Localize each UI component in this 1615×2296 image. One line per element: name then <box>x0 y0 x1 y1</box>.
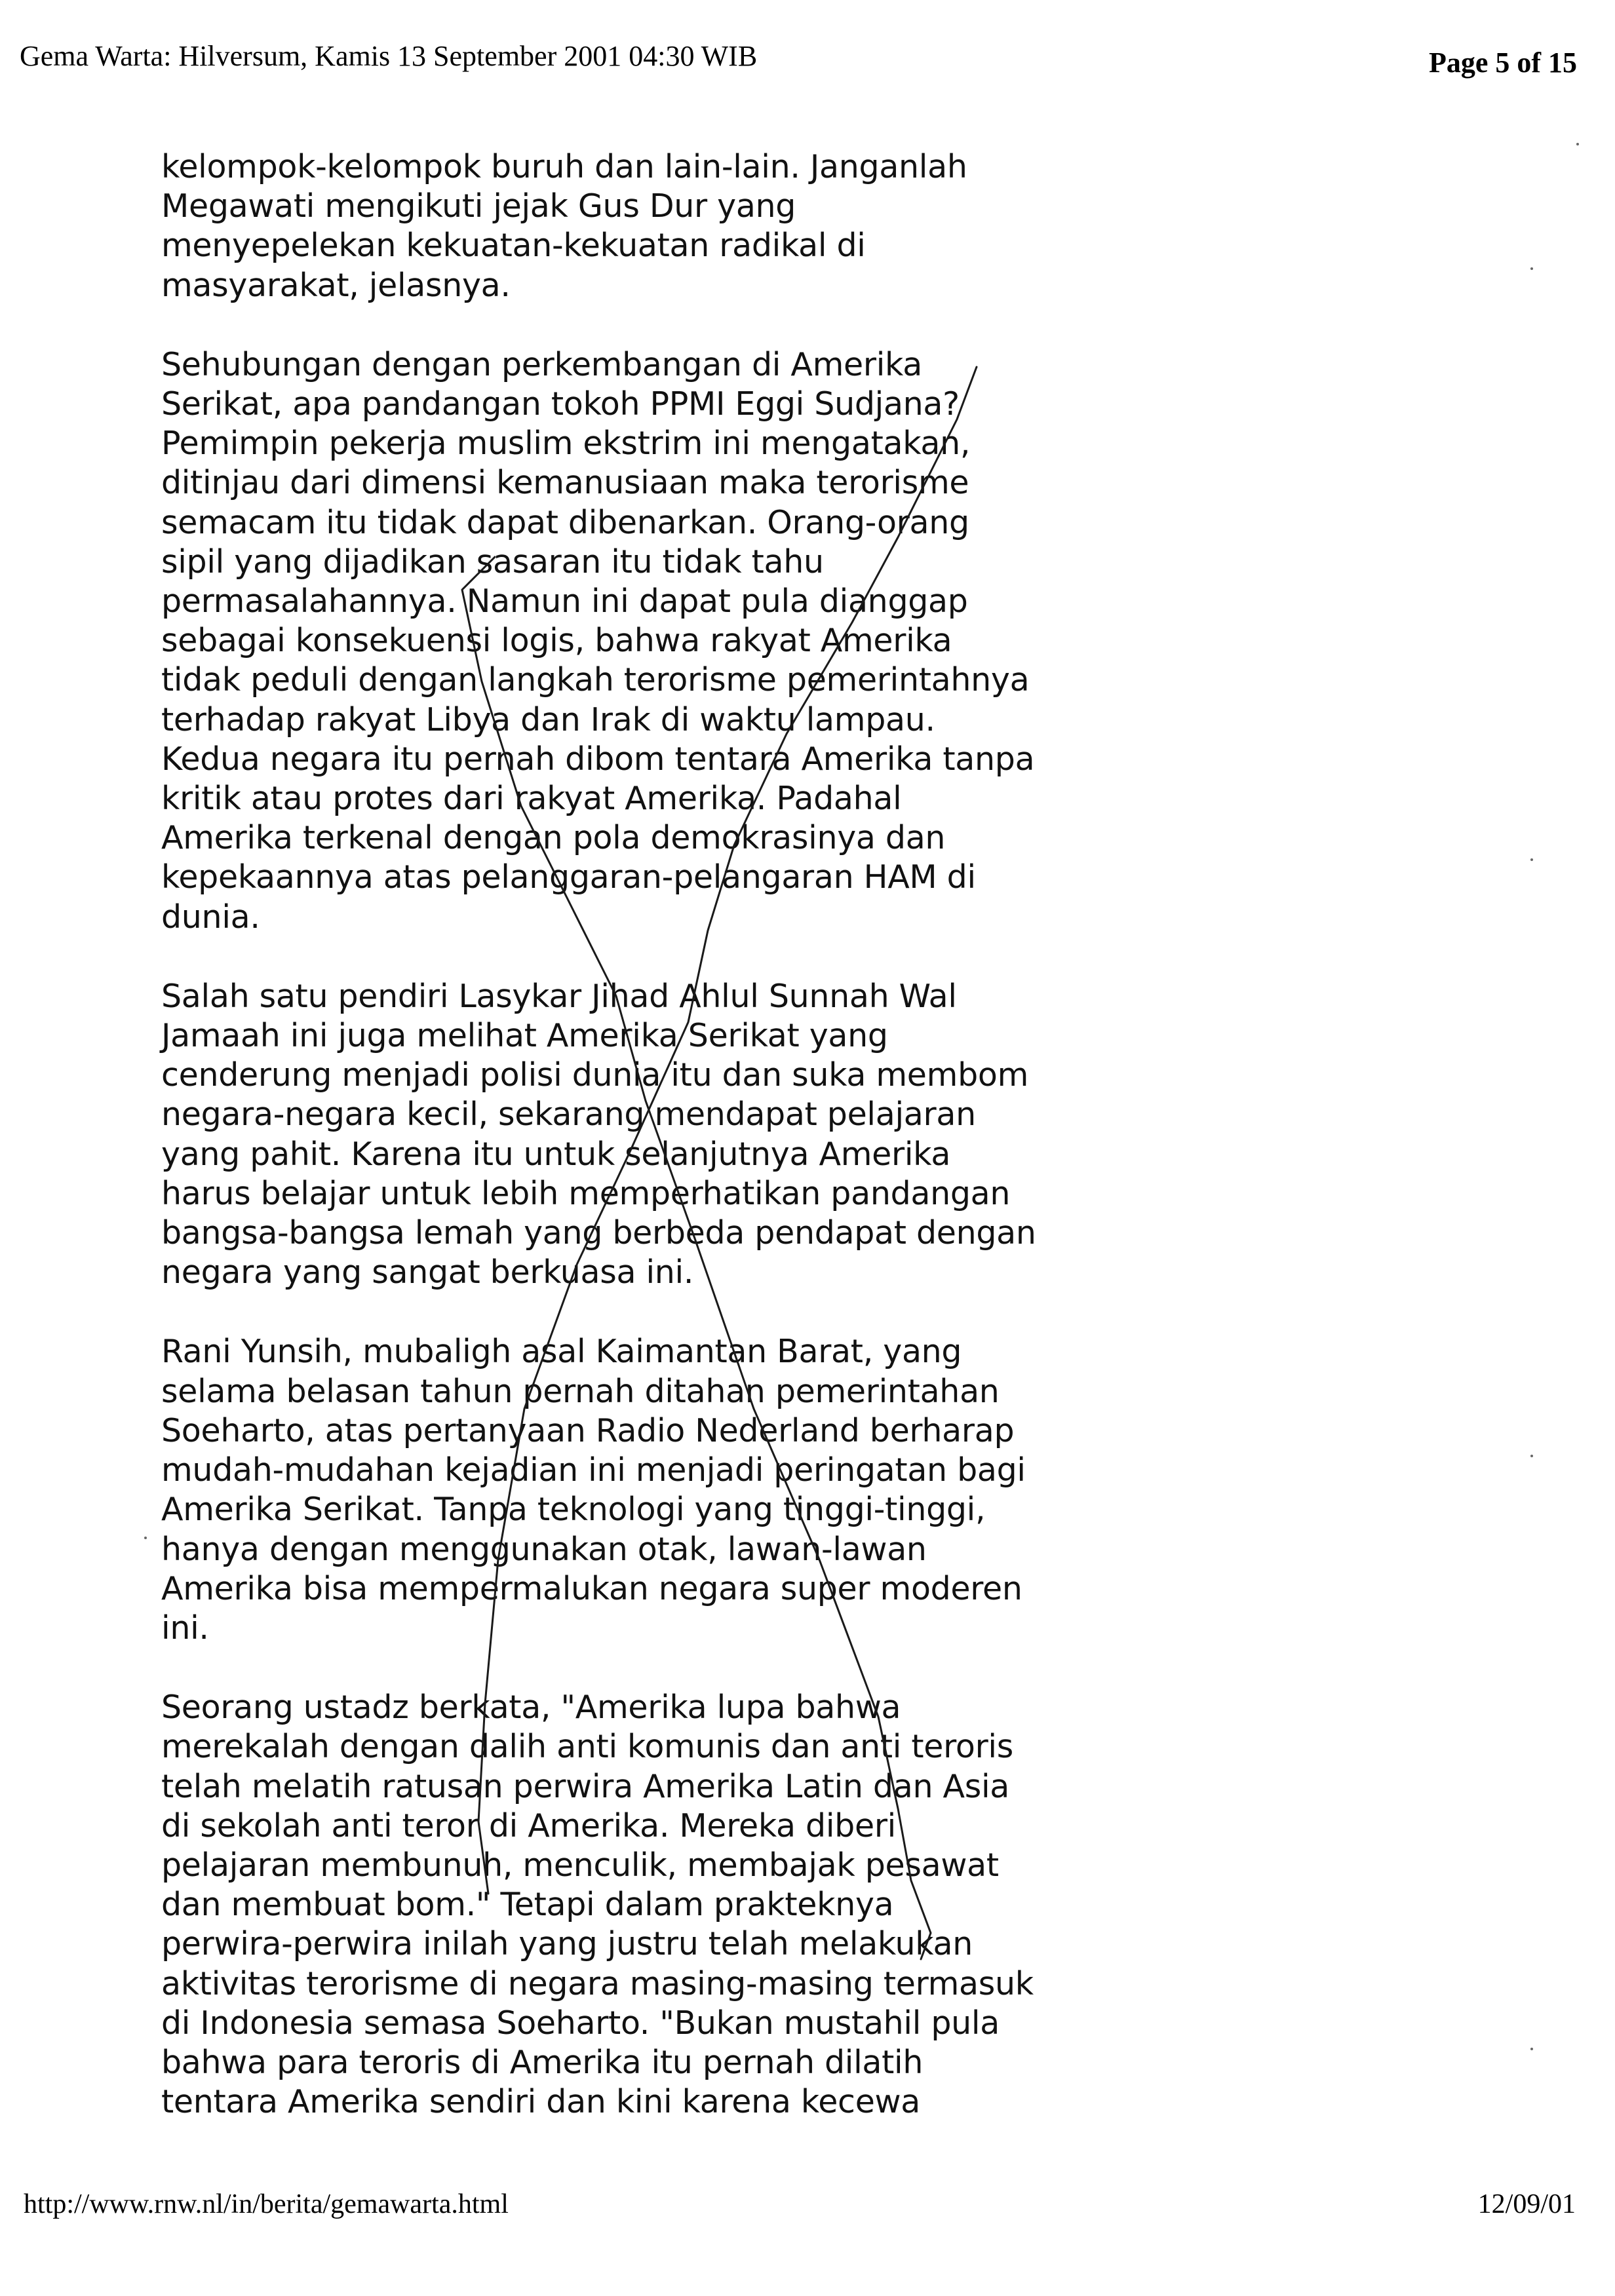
scan-speck <box>1530 858 1533 861</box>
cross-out-stroke-ascending <box>478 367 977 1894</box>
footer-date: 12/09/01 <box>1477 2189 1576 2219</box>
header-title: Gema Warta: Hilversum, Kamis 13 September 2001 04:30 WIB <box>20 40 758 72</box>
paragraph-1: kelompok-kelompok buruh dan lain-lain. Janganlah Megawati mengikuti jejak Gus Dur yang menyepelekan kekuatan-kekuatan radikal di masyarakat, jelasnya. <box>161 148 967 304</box>
scan-speck <box>1530 2048 1533 2050</box>
scan-speck <box>1530 267 1533 270</box>
paragraph-5: Seorang ustadz berkata, "Amerika lupa bahwa merekalah dengan dalih anti komunis dan anti teroris telah melatih ratusan perwira Amerika Latin dan Asia di sekolah anti teror di Amerika. Mereka diberi pelajaran membunuh, menculik, membajak pesawat dan membuat bom." Tetapi dalam prakteknya perwira-perwira inilah yang justru telah melakukan aktivitas terorisme di negara masing-masing termasuk di Indonesia semasa Soeharto. "Bukan mustahil pula bahwa para teroris di Amerika itu pernah dilatih tentara Amerika sendiri dan kini karena kecewa <box>161 1689 1034 2121</box>
cross-out-stroke-descending <box>462 557 931 1959</box>
paragraph-3: Salah satu pendiri Lasykar Jihad Ahlul Sunnah Wal Jamaah ini juga melihat Amerika Serikat yang cenderung menjadi polisi dunia itu dan suka membom negara-negara kecil, sekarang mendapat pelajaran yang pahit. Karena itu untuk selanjutnya Amerika harus belajar untuk lebih memperhatikan pandangan bangsa-bangsa lemah yang berbeda pendapat dengan negara yang sangat berkuasa ini. <box>161 977 1036 1292</box>
scan-speck <box>144 1537 147 1539</box>
page-number: Page 5 of 15 <box>1428 47 1577 79</box>
paragraph-2: Sehubungan dengan perkembangan di Amerika Serikat, apa pandangan tokoh PPMI Eggi Sudjana? Pemimpin pekerja muslim ekstrim ini mengatakan, ditinjau dari dimensi kemanusiaan maka terorisme semacam itu tidak dapat dibenarkan. Orang-orang sipil yang dijadikan sasaran itu tidak tahu permasalahannya. Namun ini dapat pula dianggap sebagai konsekuensi logis, bahwa rakyat Amerika tidak peduli dengan langkah terorisme pemerintahnya terhadap rakyat Libya dan Irak di waktu lampau. Kedua negara itu pernah dibom tentara Amerika tanpa kritik atau protes dari rakyat Amerika. Padahal Amerika terkenal dengan pola demokrasinya dan kepekaannya atas pelanggaran-pelangaran HAM di dunia. <box>161 345 1035 936</box>
scan-speck <box>1576 143 1579 145</box>
paragraph-4: Rani Yunsih, mubaligh asal Kaimantan Barat, yang selama belasan tahun pernah ditahan pemerintahan Soeharto, atas pertanyaan Radio Nederland berharap mudah-mudahan kejadian ini menjadi peringatan bagi Amerika Serikat. Tanpa teknologi yang tinggi-tinggi, hanya dengan menggunakan otak, lawan-lawan Amerika bisa mempermalukan negara super moderen ini. <box>161 1333 1026 1647</box>
footer-url: http://www.rnw.nl/in/berita/gemawarta.html <box>24 2189 509 2219</box>
scan-speck <box>1530 1455 1533 1457</box>
